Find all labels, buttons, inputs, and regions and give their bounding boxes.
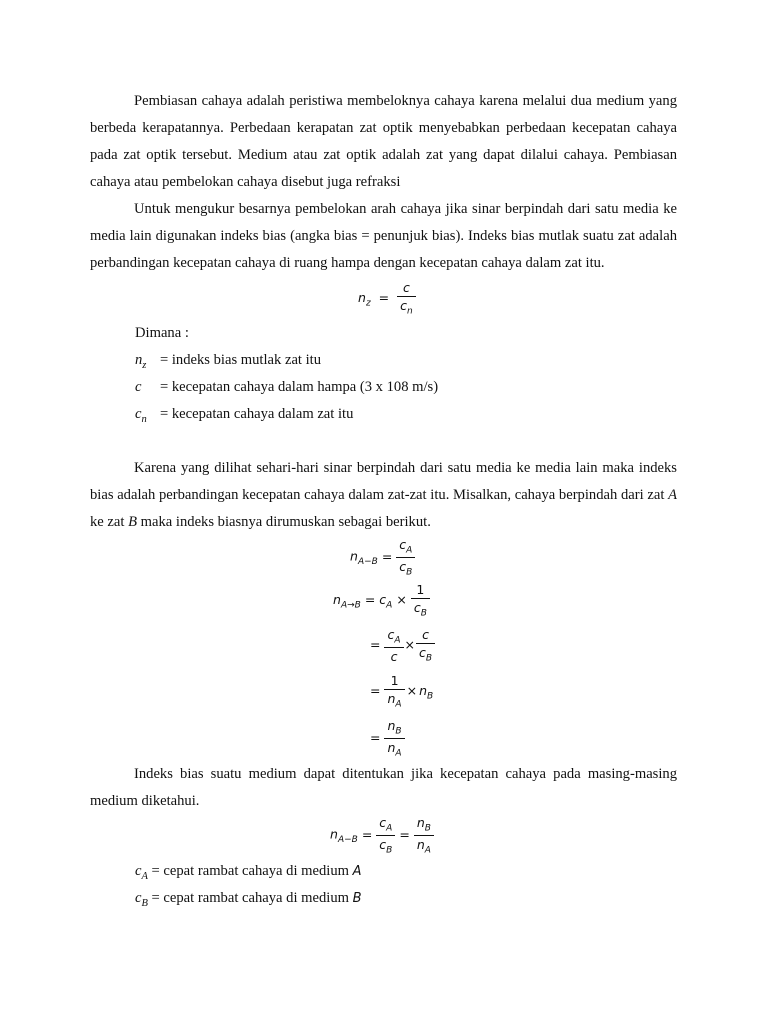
equation-derivation-step-1: $n_{A\to B} = c_A$ × $\frac{1}{c_B}$ (333, 582, 430, 619)
paragraph-pembiasan: Pembiasan cahaya adalah peristiwa membeloknya cahaya karena melalui dua medium yang berbeda kerapatannya. Perbedaan kerapatan zat optik menyebabkan perbedaan kecepatan cahaya pada zat optik tersebut. Medium atau zat optik adalah zat yang dapat dilalui cahaya. Pembiasan cahaya atau pembelokan cahaya disebut juga refraksi (90, 93, 677, 190)
dimana-label: Dimana : (135, 325, 189, 341)
definition-row (135, 377, 438, 403)
definition-row (135, 350, 321, 376)
eq1-fraction: $\frac{c}{c_n}$ (397, 280, 416, 317)
definition-text: = kecepatan cahaya dalam hampa (3 x 108 m/s) (160, 379, 439, 395)
speed-definition-row: $c_A$ = cepat rambat cahaya di medium A (135, 863, 362, 882)
definition-text: = kecepatan cahaya dalam zat itu (160, 406, 354, 422)
definition-row (135, 404, 353, 430)
speed-definition-row: $c_B$ = cepat rambat cahaya di medium B (135, 890, 362, 909)
definition-symbol: $n_z$ (135, 352, 147, 371)
definition-symbol: c (135, 379, 142, 395)
equation-derivation-step-4: = $\frac{n_B}{n_A}$ (370, 718, 405, 758)
paragraph-relative-index: Karena yang dilihat sehari-hari sinar berpindah dari satu media ke media lain maka indeks bias adalah perbandingan kecepatan cahaya dalam zat-zat itu. Misalkan, cahaya berpindah dari zat A ke zat B maka indeks biasnya dirumuskan sebagai berikut. (90, 460, 677, 530)
equation-absolute-index (358, 280, 416, 317)
eq1-equals: = (378, 289, 390, 305)
paragraph-indeks-bias: Untuk mengukur besarnya pembelokan arah cahaya jika sinar berpindah dari satu media ke media lain digunakan indeks bias (angka bias = penunjuk bias). Indeks bias mutlak suatu zat adalah perbandingan kecepatan cahaya di ruang hampa dengan kecepatan cahaya dalam zat itu. (90, 201, 677, 271)
equation-derivation-step-2: = $\frac{c_A}{c}$ × $\frac{c}{c_B}$ (370, 627, 435, 664)
definition-text: = indeks bias mutlak zat itu (160, 352, 322, 368)
paragraph-medium-speed: Indeks bias suatu medium dapat ditentukan jika kecepatan cahaya pada masing-masing medium diketahui. (90, 766, 677, 809)
eq1-lhs: $n_z$ (358, 289, 371, 309)
equation-relative-index-summary: $n_{A-B}$ = $\frac{c_A}{c_B}$ = $\frac{n_B}{n_A}$ (330, 815, 434, 855)
definition-symbol: $c_n$ (135, 406, 147, 425)
equation-relative-index: $n_{A-B}$ = $\frac{c_A}{c_B}$ (350, 537, 415, 577)
equation-derivation-step-3: = $\frac{1}{n_A}$ × $n_B$ (370, 673, 434, 710)
